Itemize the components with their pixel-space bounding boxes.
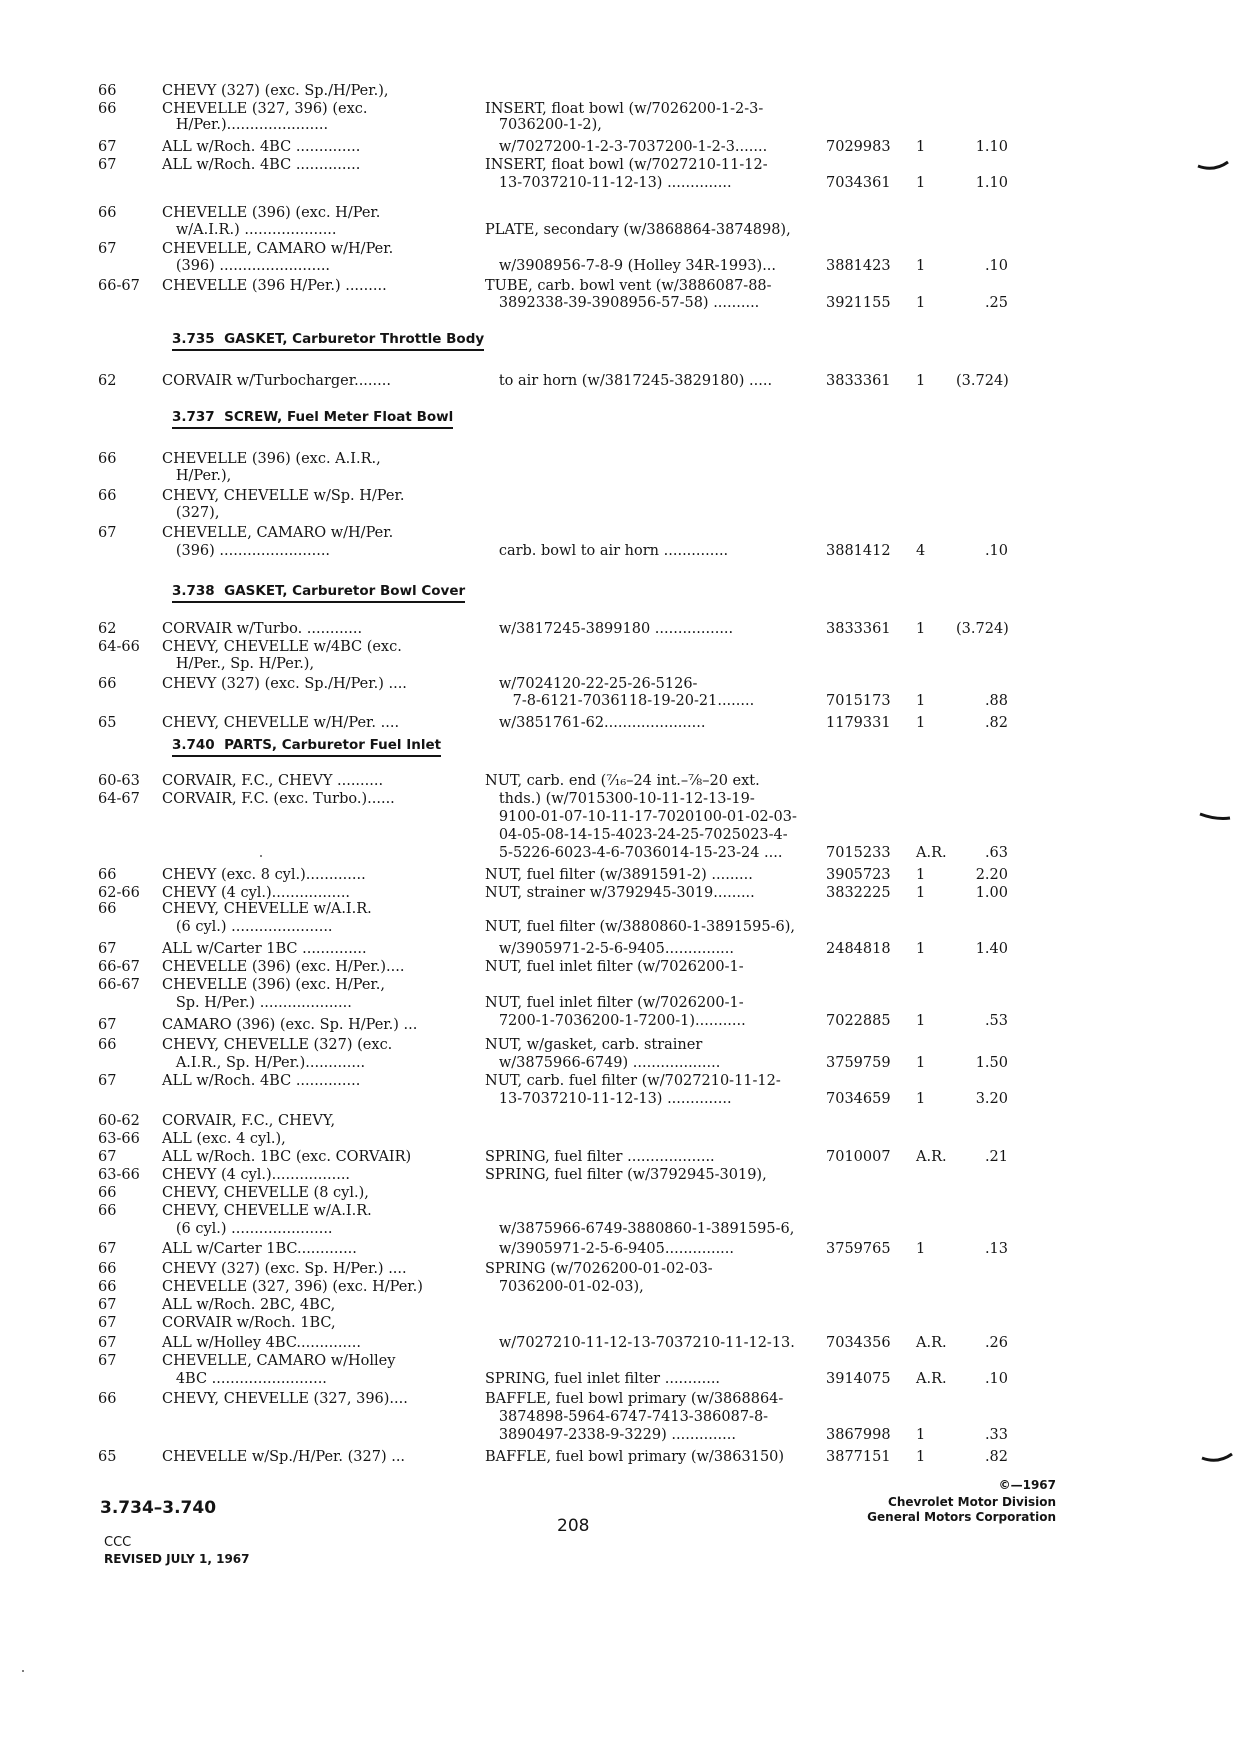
- model-cell: CHEVY, CHEVELLE w/Sp. H/Per.: [162, 488, 405, 504]
- scan-speck: [260, 855, 262, 857]
- quantity-cell: 1: [916, 1427, 926, 1443]
- price-cell: .10: [984, 543, 1008, 559]
- model-cell: H/Per., Sp. H/Per.),: [162, 656, 315, 672]
- quantity-cell: 1: [916, 295, 926, 311]
- part-number-cell: 3881412: [826, 543, 891, 559]
- year-cell: 66-67: [98, 977, 140, 993]
- part-number-cell: 3905723: [826, 867, 891, 883]
- model-cell: CHEVY (exc. 8 cyl.).............: [162, 867, 366, 883]
- description-cell: INSERT, float bowl (w/7027210-11-12-: [485, 157, 768, 173]
- quantity-cell: 1: [916, 941, 926, 957]
- model-cell: CORVAIR, F.C., CHEVY,: [162, 1113, 336, 1129]
- part-number-cell: 3921155: [826, 295, 891, 311]
- year-cell: 66: [98, 1261, 117, 1277]
- description-cell: SPRING, fuel filter ...................: [485, 1149, 715, 1165]
- year-cell: 60-62: [98, 1113, 140, 1129]
- year-cell: 60-63: [98, 773, 140, 789]
- part-number-cell: 7034659: [826, 1091, 891, 1107]
- quantity-cell: 1: [916, 1055, 926, 1071]
- part-number-cell: 7015233: [826, 845, 891, 861]
- price-cell: .10: [984, 258, 1008, 274]
- section-heading-3-737: 3.737 SCREW, Fuel Meter Float Bowl: [172, 408, 453, 429]
- description-cell: PLATE, secondary (w/3868864-3874898),: [485, 222, 791, 238]
- year-cell: 62: [98, 373, 117, 389]
- description-cell: to air horn (w/3817245-3829180) .....: [485, 373, 773, 389]
- year-cell: 66: [98, 901, 117, 917]
- model-cell: CHEVY (327) (exc. Sp. H/Per.) ....: [162, 1261, 407, 1277]
- price-cell: (3.724): [956, 373, 1009, 389]
- description-cell: NUT, w/gasket, carb. strainer: [485, 1037, 703, 1053]
- model-cell: ALL w/Roch. 1BC (exc. CORVAIR): [162, 1149, 412, 1165]
- description-cell: 13-7037210-11-12-13) ..............: [485, 175, 732, 191]
- description-cell: 3890497-2338-9-3229) ..............: [485, 1427, 736, 1443]
- price-cell: .82: [984, 715, 1008, 731]
- model-cell: H/Per.),: [162, 468, 232, 484]
- section-heading-3-735: 3.735 GASKET, Carburetor Throttle Body: [172, 330, 484, 351]
- description-cell: NUT, fuel filter (w/3891591-2) .........: [485, 867, 753, 883]
- model-cell: CHEVELLE (327, 396) (exc. H/Per.): [162, 1279, 423, 1295]
- price-cell: .63: [984, 845, 1008, 861]
- model-cell: CORVAIR w/Turbo. ............: [162, 621, 363, 637]
- year-cell: 63-66: [98, 1167, 140, 1183]
- model-cell: CHEVY, CHEVELLE w/A.I.R.: [162, 1203, 372, 1219]
- model-cell: CHEVELLE (396 H/Per.) .........: [162, 278, 387, 294]
- quantity-cell: 1: [916, 715, 926, 731]
- quantity-cell: 1: [916, 139, 926, 155]
- price-cell: 1.00: [975, 885, 1008, 901]
- quantity-cell: A.R.: [916, 1149, 947, 1165]
- year-cell: 67: [98, 139, 117, 155]
- footer-revised-date: REVISED JULY 1, 1967: [104, 1552, 250, 1566]
- model-cell: (327),: [162, 505, 220, 521]
- description-cell: 13-7037210-11-12-13) ..............: [485, 1091, 732, 1107]
- part-number-cell: 7010007: [826, 1149, 891, 1165]
- quantity-cell: A.R.: [916, 1371, 947, 1387]
- quantity-cell: 1: [916, 175, 926, 191]
- model-cell: CHEVY (4 cyl.).................: [162, 885, 351, 901]
- part-number-cell: 3867998: [826, 1427, 891, 1443]
- model-cell: (396) ........................: [162, 543, 331, 559]
- price-cell: 1.50: [975, 1055, 1008, 1071]
- description-cell: 7200-1-7036200-1-7200-1)...........: [485, 1013, 746, 1029]
- model-cell: ALL w/Holley 4BC..............: [162, 1335, 361, 1351]
- description-cell: w/3905971-2-5-6-9405...............: [485, 941, 735, 957]
- year-cell: 64-66: [98, 639, 140, 655]
- price-cell: 3.20: [975, 1091, 1008, 1107]
- description-cell: SPRING, fuel filter (w/3792945-3019),: [485, 1167, 767, 1183]
- description-cell: 5-5226-6023-4-6-7036014-15-23-24 ....: [485, 845, 783, 861]
- description-cell: w/3875966-6749) ...................: [485, 1055, 721, 1071]
- model-cell: CHEVY (4 cyl.).................: [162, 1167, 351, 1183]
- model-cell: A.I.R., Sp. H/Per.).............: [162, 1055, 366, 1071]
- page-number: 208: [557, 1516, 590, 1536]
- scan-speck: [22, 1670, 24, 1672]
- description-cell: thds.) (w/7015300-10-11-12-13-19-: [485, 791, 755, 807]
- section-heading-3-738: 3.738 GASKET, Carburetor Bowl Cover: [172, 582, 465, 603]
- description-cell: 3874898-5964-6747-7413-386087-8-: [485, 1409, 769, 1425]
- description-cell: w/7027200-1-2-3-7037200-1-2-3.......: [485, 139, 768, 155]
- year-cell: 66: [98, 83, 117, 99]
- description-cell: BAFFLE, fuel bowl primary (w/3868864-: [485, 1391, 784, 1407]
- year-cell: 66: [98, 1203, 117, 1219]
- quantity-cell: 1: [916, 1449, 926, 1465]
- footer-corporation: General Motors Corporation: [867, 1510, 1056, 1524]
- price-cell: .26: [984, 1335, 1008, 1351]
- model-cell: CHEVELLE, CAMARO w/H/Per.: [162, 241, 394, 257]
- model-cell: CHEVY, CHEVELLE w/H/Per. ....: [162, 715, 400, 731]
- part-number-cell: 3833361: [826, 621, 891, 637]
- binding-hole-mark: [1200, 1452, 1234, 1466]
- description-cell: w/3817245-3899180 .................: [485, 621, 734, 637]
- price-cell: .53: [984, 1013, 1008, 1029]
- description-cell: NUT, carb. fuel filter (w/7027210-11-12-: [485, 1073, 781, 1089]
- quantity-cell: 1: [916, 693, 926, 709]
- model-cell: CHEVY, CHEVELLE w/4BC (exc.: [162, 639, 402, 655]
- part-number-cell: 3832225: [826, 885, 891, 901]
- year-cell: 66: [98, 101, 117, 117]
- year-cell: 66: [98, 1185, 117, 1201]
- price-cell: (3.724): [956, 621, 1009, 637]
- year-cell: 67: [98, 1149, 117, 1165]
- quantity-cell: A.R.: [916, 845, 947, 861]
- year-cell: 67: [98, 157, 117, 173]
- model-cell: CORVAIR, F.C., CHEVY ..........: [162, 773, 384, 789]
- year-cell: 67: [98, 1297, 117, 1313]
- price-cell: 2.20: [975, 867, 1008, 883]
- description-cell: INSERT, float bowl (w/7026200-1-2-3-: [485, 101, 764, 117]
- model-cell: CHEVY (327) (exc. Sp./H/Per.) ....: [162, 676, 407, 692]
- description-cell: NUT, carb. end (⁷⁄₁₆–24 int.–⅞–20 ext.: [485, 773, 760, 789]
- year-cell: 65: [98, 1449, 117, 1465]
- description-cell: w/3875966-6749-3880860-1-3891595-6,: [485, 1221, 795, 1237]
- description-cell: TUBE, carb. bowl vent (w/3886087-88-: [485, 278, 772, 294]
- binding-hole-mark: [1196, 160, 1230, 174]
- model-cell: CHEVELLE (396) (exc. H/Per.)....: [162, 959, 405, 975]
- part-number-cell: 7034361: [826, 175, 891, 191]
- description-cell: BAFFLE, fuel bowl primary (w/3863150): [485, 1449, 785, 1465]
- description-cell: SPRING, fuel inlet filter ............: [485, 1371, 721, 1387]
- part-number-cell: 3877151: [826, 1449, 891, 1465]
- model-cell: CHEVELLE (396) (exc. H/Per.,: [162, 977, 385, 993]
- year-cell: 67: [98, 525, 117, 541]
- description-cell: NUT, strainer w/3792945-3019.........: [485, 885, 755, 901]
- quantity-cell: A.R.: [916, 1335, 947, 1351]
- year-cell: 62-66: [98, 885, 140, 901]
- part-number-cell: 1179331: [826, 715, 891, 731]
- part-number-cell: 3759759: [826, 1055, 891, 1071]
- price-cell: .82: [984, 1449, 1008, 1465]
- price-cell: .13: [984, 1241, 1008, 1257]
- description-cell: NUT, fuel inlet filter (w/7026200-1-: [485, 995, 744, 1011]
- part-number-cell: 7034356: [826, 1335, 891, 1351]
- year-cell: 67: [98, 1315, 117, 1331]
- description-cell: w/3905971-2-5-6-9405...............: [485, 1241, 735, 1257]
- year-cell: 66: [98, 867, 117, 883]
- year-cell: 67: [98, 1241, 117, 1257]
- description-cell: 7036200-1-2),: [485, 117, 602, 133]
- year-cell: 66: [98, 1391, 117, 1407]
- description-cell: NUT, fuel filter (w/3880860-1-3891595-6),: [485, 919, 795, 935]
- footer-copyright: ©—1967: [998, 1478, 1056, 1492]
- quantity-cell: 1: [916, 621, 926, 637]
- model-cell: CHEVY, CHEVELLE (327) (exc.: [162, 1037, 393, 1053]
- year-cell: 66: [98, 676, 117, 692]
- description-cell: SPRING (w/7026200-01-02-03-: [485, 1261, 713, 1277]
- year-cell: 66: [98, 205, 117, 221]
- footer-code: CCC: [104, 1535, 132, 1550]
- model-cell: (396) ........................: [162, 258, 331, 274]
- year-cell: 66-67: [98, 959, 140, 975]
- quantity-cell: 4: [916, 543, 926, 559]
- quantity-cell: 1: [916, 885, 926, 901]
- part-number-cell: 7015173: [826, 693, 891, 709]
- year-cell: 66-67: [98, 278, 140, 294]
- model-cell: CHEVELLE (396) (exc. A.I.R.,: [162, 451, 381, 467]
- model-cell: CHEVELLE, CAMARO w/H/Per.: [162, 525, 394, 541]
- price-cell: .33: [984, 1427, 1008, 1443]
- part-number-cell: 3833361: [826, 373, 891, 389]
- year-cell: 67: [98, 1017, 117, 1033]
- description-cell: 3892338-39-3908956-57-58) ..........: [485, 295, 760, 311]
- year-cell: 67: [98, 1073, 117, 1089]
- binding-hole-mark: [1198, 810, 1232, 824]
- model-cell: ALL w/Roch. 4BC ..............: [162, 157, 361, 173]
- description-cell: w/7027210-11-12-13-7037210-11-12-13.: [485, 1335, 795, 1351]
- year-cell: 63-66: [98, 1131, 140, 1147]
- model-cell: CHEVELLE (327, 396) (exc.: [162, 101, 368, 117]
- model-cell: CHEVELLE, CAMARO w/Holley: [162, 1353, 396, 1369]
- quantity-cell: 1: [916, 1241, 926, 1257]
- footer-division: Chevrolet Motor Division: [888, 1495, 1056, 1509]
- part-number-cell: 2484818: [826, 941, 891, 957]
- price-cell: 1.10: [975, 139, 1008, 155]
- model-cell: 4BC .........................: [162, 1371, 327, 1387]
- description-cell: w/3908956-7-8-9 (Holley 34R-1993)...: [485, 258, 777, 274]
- price-cell: .21: [984, 1149, 1008, 1165]
- model-cell: ALL w/Carter 1BC.............: [162, 1241, 357, 1257]
- price-cell: .25: [984, 295, 1008, 311]
- description-cell: carb. bowl to air horn ..............: [485, 543, 729, 559]
- quantity-cell: 1: [916, 1091, 926, 1107]
- model-cell: (6 cyl.) ......................: [162, 919, 333, 935]
- model-cell: CORVAIR w/Turbocharger........: [162, 373, 391, 389]
- description-cell: 9100-01-07-10-11-17-7020100-01-02-03-: [485, 809, 797, 825]
- part-number-cell: 3914075: [826, 1371, 891, 1387]
- quantity-cell: 1: [916, 1013, 926, 1029]
- quantity-cell: 1: [916, 867, 926, 883]
- quantity-cell: 1: [916, 373, 926, 389]
- year-cell: 66: [98, 1279, 117, 1295]
- model-cell: CHEVELLE (396) (exc. H/Per.: [162, 205, 381, 221]
- description-cell: 7-8-6121-7036118-19-20-21........: [485, 693, 755, 709]
- description-cell: NUT, fuel inlet filter (w/7026200-1-: [485, 959, 744, 975]
- model-cell: ALL w/Roch. 2BC, 4BC,: [162, 1297, 336, 1313]
- description-cell: w/7024120-22-25-26-5126-: [485, 676, 698, 692]
- model-cell: CHEVY, CHEVELLE w/A.I.R.: [162, 901, 372, 917]
- footer-section-range: 3.734–3.740: [100, 1498, 217, 1518]
- year-cell: 67: [98, 241, 117, 257]
- year-cell: 66: [98, 1037, 117, 1053]
- model-cell: ALL w/Carter 1BC ..............: [162, 941, 367, 957]
- model-cell: H/Per.)......................: [162, 117, 329, 133]
- model-cell: ALL w/Roch. 4BC ..............: [162, 139, 361, 155]
- price-cell: .88: [984, 693, 1008, 709]
- year-cell: 66: [98, 488, 117, 504]
- model-cell: CORVAIR w/Roch. 1BC,: [162, 1315, 336, 1331]
- model-cell: CHEVY, CHEVELLE (327, 396)....: [162, 1391, 408, 1407]
- model-cell: CORVAIR, F.C. (exc. Turbo.)......: [162, 791, 395, 807]
- price-cell: 1.40: [975, 941, 1008, 957]
- part-number-cell: 3759765: [826, 1241, 891, 1257]
- part-number-cell: 7029983: [826, 139, 891, 155]
- year-cell: 66: [98, 451, 117, 467]
- part-number-cell: 7022885: [826, 1013, 891, 1029]
- model-cell: CHEVY, CHEVELLE (8 cyl.),: [162, 1185, 369, 1201]
- part-number-cell: 3881423: [826, 258, 891, 274]
- model-cell: w/A.I.R.) ....................: [162, 222, 337, 238]
- model-cell: Sp. H/Per.) ....................: [162, 995, 352, 1011]
- model-cell: CHEVY (327) (exc. Sp./H/Per.),: [162, 83, 389, 99]
- year-cell: 67: [98, 1353, 117, 1369]
- section-heading-3-740: 3.740 PARTS, Carburetor Fuel Inlet: [172, 736, 441, 757]
- year-cell: 64-67: [98, 791, 140, 807]
- model-cell: (6 cyl.) ......................: [162, 1221, 333, 1237]
- price-cell: .10: [984, 1371, 1008, 1387]
- year-cell: 62: [98, 621, 117, 637]
- year-cell: 65: [98, 715, 117, 731]
- description-cell: 7036200-01-02-03),: [485, 1279, 644, 1295]
- model-cell: CAMARO (396) (exc. Sp. H/Per.) ...: [162, 1017, 418, 1033]
- quantity-cell: 1: [916, 258, 926, 274]
- description-cell: 04-05-08-14-15-4023-24-25-7025023-4-: [485, 827, 788, 843]
- model-cell: CHEVELLE w/Sp./H/Per. (327) ...: [162, 1449, 406, 1465]
- description-cell: w/3851761-62......................: [485, 715, 706, 731]
- year-cell: 67: [98, 941, 117, 957]
- year-cell: 67: [98, 1335, 117, 1351]
- model-cell: ALL w/Roch. 4BC ..............: [162, 1073, 361, 1089]
- price-cell: 1.10: [975, 175, 1008, 191]
- model-cell: ALL (exc. 4 cyl.),: [162, 1131, 286, 1147]
